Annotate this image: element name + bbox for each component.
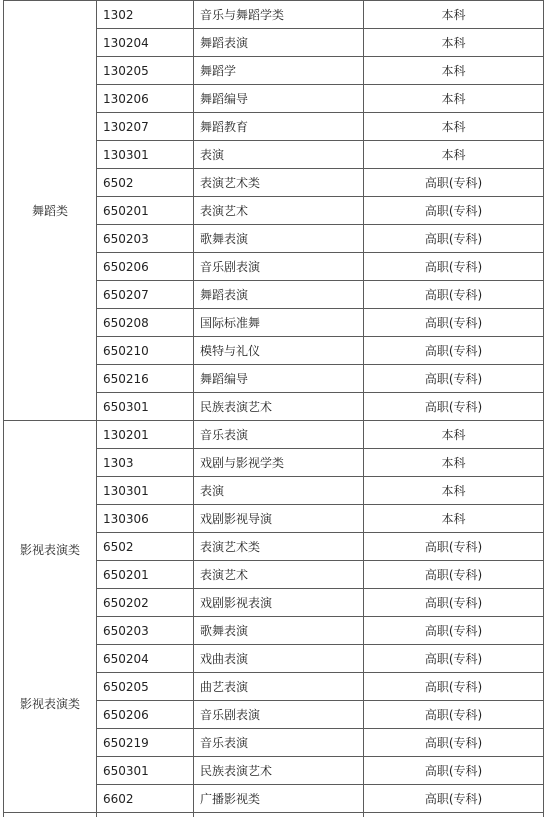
level-cell: 本科	[364, 505, 544, 533]
level-cell: 高职(专科)	[364, 337, 544, 365]
level-cell: 本科	[364, 449, 544, 477]
level-cell: 高职(专科)	[364, 169, 544, 197]
name-cell: 歌舞表演	[194, 617, 364, 645]
code-cell: 6502	[97, 169, 194, 197]
level-cell: 高职(专科)	[364, 757, 544, 785]
name-cell: 音乐表演	[194, 729, 364, 757]
category-label: 影视表演类	[19, 543, 80, 557]
name-cell: 广播影视类	[194, 785, 364, 813]
category-label: 舞蹈类	[31, 203, 68, 218]
table-row	[4, 421, 544, 449]
level-cell: 本科	[364, 477, 544, 505]
code-cell: 6502	[97, 533, 194, 561]
empty-cell	[97, 813, 194, 818]
name-cell: 舞蹈表演	[194, 281, 364, 309]
code-cell: 650203	[97, 617, 194, 645]
code-cell: 1302	[97, 1, 194, 29]
level-cell: 高职(专科)	[364, 561, 544, 589]
name-cell: 音乐表演	[194, 421, 364, 449]
name-cell: 表演艺术	[194, 561, 364, 589]
level-cell: 高职(专科)	[364, 701, 544, 729]
level-cell: 高职(专科)	[364, 393, 544, 421]
level-cell: 高职(专科)	[364, 533, 544, 561]
level-cell: 高职(专科)	[364, 673, 544, 701]
code-cell: 650301	[97, 393, 194, 421]
table-row-partial	[4, 813, 544, 818]
code-cell: 130306	[97, 505, 194, 533]
majors-table-body	[4, 1, 544, 818]
code-cell: 650204	[97, 645, 194, 673]
name-cell: 歌舞表演	[194, 225, 364, 253]
name-cell: 戏剧与影视学类	[194, 449, 364, 477]
name-cell: 曲艺表演	[194, 673, 364, 701]
name-cell: 国际标准舞	[194, 309, 364, 337]
level-cell: 高职(专科)	[364, 309, 544, 337]
name-cell: 民族表演艺术	[194, 757, 364, 785]
level-cell: 本科	[364, 1, 544, 29]
name-cell: 表演艺术类	[194, 533, 364, 561]
level-cell: 本科	[364, 141, 544, 169]
name-cell: 戏剧影视表演	[194, 589, 364, 617]
name-cell: 表演	[194, 141, 364, 169]
code-cell: 650202	[97, 589, 194, 617]
code-cell: 130207	[97, 113, 194, 141]
name-cell: 戏剧影视导演	[194, 505, 364, 533]
level-cell: 本科	[364, 421, 544, 449]
level-cell: 本科	[364, 113, 544, 141]
level-cell: 高职(专科)	[364, 589, 544, 617]
code-cell: 650203	[97, 225, 194, 253]
level-cell: 本科	[364, 29, 544, 57]
code-cell: 650216	[97, 365, 194, 393]
code-cell: 130206	[97, 85, 194, 113]
category-cell	[4, 421, 97, 813]
code-cell: 650301	[97, 757, 194, 785]
code-cell: 130301	[97, 141, 194, 169]
name-cell: 表演艺术类	[194, 169, 364, 197]
majors-table	[3, 0, 544, 817]
code-cell: 650201	[97, 561, 194, 589]
code-cell: 6602	[97, 785, 194, 813]
name-cell: 表演	[194, 477, 364, 505]
level-cell: 高职(专科)	[364, 197, 544, 225]
level-cell: 高职(专科)	[364, 365, 544, 393]
name-cell: 舞蹈编导	[194, 85, 364, 113]
name-cell: 表演艺术	[194, 197, 364, 225]
code-cell: 650206	[97, 701, 194, 729]
code-cell: 650210	[97, 337, 194, 365]
code-cell: 130205	[97, 57, 194, 85]
name-cell: 舞蹈教育	[194, 113, 364, 141]
name-cell: 音乐剧表演	[194, 253, 364, 281]
name-cell: 模特与礼仪	[194, 337, 364, 365]
level-cell: 高职(专科)	[364, 785, 544, 813]
code-cell: 650201	[97, 197, 194, 225]
name-cell: 戏曲表演	[194, 645, 364, 673]
name-cell: 民族表演艺术	[194, 393, 364, 421]
level-cell: 高职(专科)	[364, 281, 544, 309]
code-cell: 650205	[97, 673, 194, 701]
level-cell: 高职(专科)	[364, 225, 544, 253]
category-cell	[4, 1, 97, 421]
level-cell: 高职(专科)	[364, 253, 544, 281]
category-label-repeat: 影视表演类	[19, 697, 80, 711]
code-cell: 1303	[97, 449, 194, 477]
level-cell: 高职(专科)	[364, 729, 544, 757]
code-cell: 650219	[97, 729, 194, 757]
name-cell: 音乐剧表演	[194, 701, 364, 729]
code-cell: 130204	[97, 29, 194, 57]
level-cell: 高职(专科)	[364, 645, 544, 673]
code-cell: 650207	[97, 281, 194, 309]
empty-cell	[4, 813, 97, 818]
name-cell: 舞蹈表演	[194, 29, 364, 57]
code-cell: 650206	[97, 253, 194, 281]
level-cell: 高职(专科)	[364, 617, 544, 645]
level-cell: 本科	[364, 85, 544, 113]
empty-cell	[194, 813, 364, 818]
empty-cell	[364, 813, 544, 818]
code-cell: 650208	[97, 309, 194, 337]
name-cell: 舞蹈编导	[194, 365, 364, 393]
code-cell: 130201	[97, 421, 194, 449]
table-row	[4, 1, 544, 29]
level-cell: 本科	[364, 57, 544, 85]
name-cell: 舞蹈学	[194, 57, 364, 85]
name-cell: 音乐与舞蹈学类	[194, 1, 364, 29]
code-cell: 130301	[97, 477, 194, 505]
